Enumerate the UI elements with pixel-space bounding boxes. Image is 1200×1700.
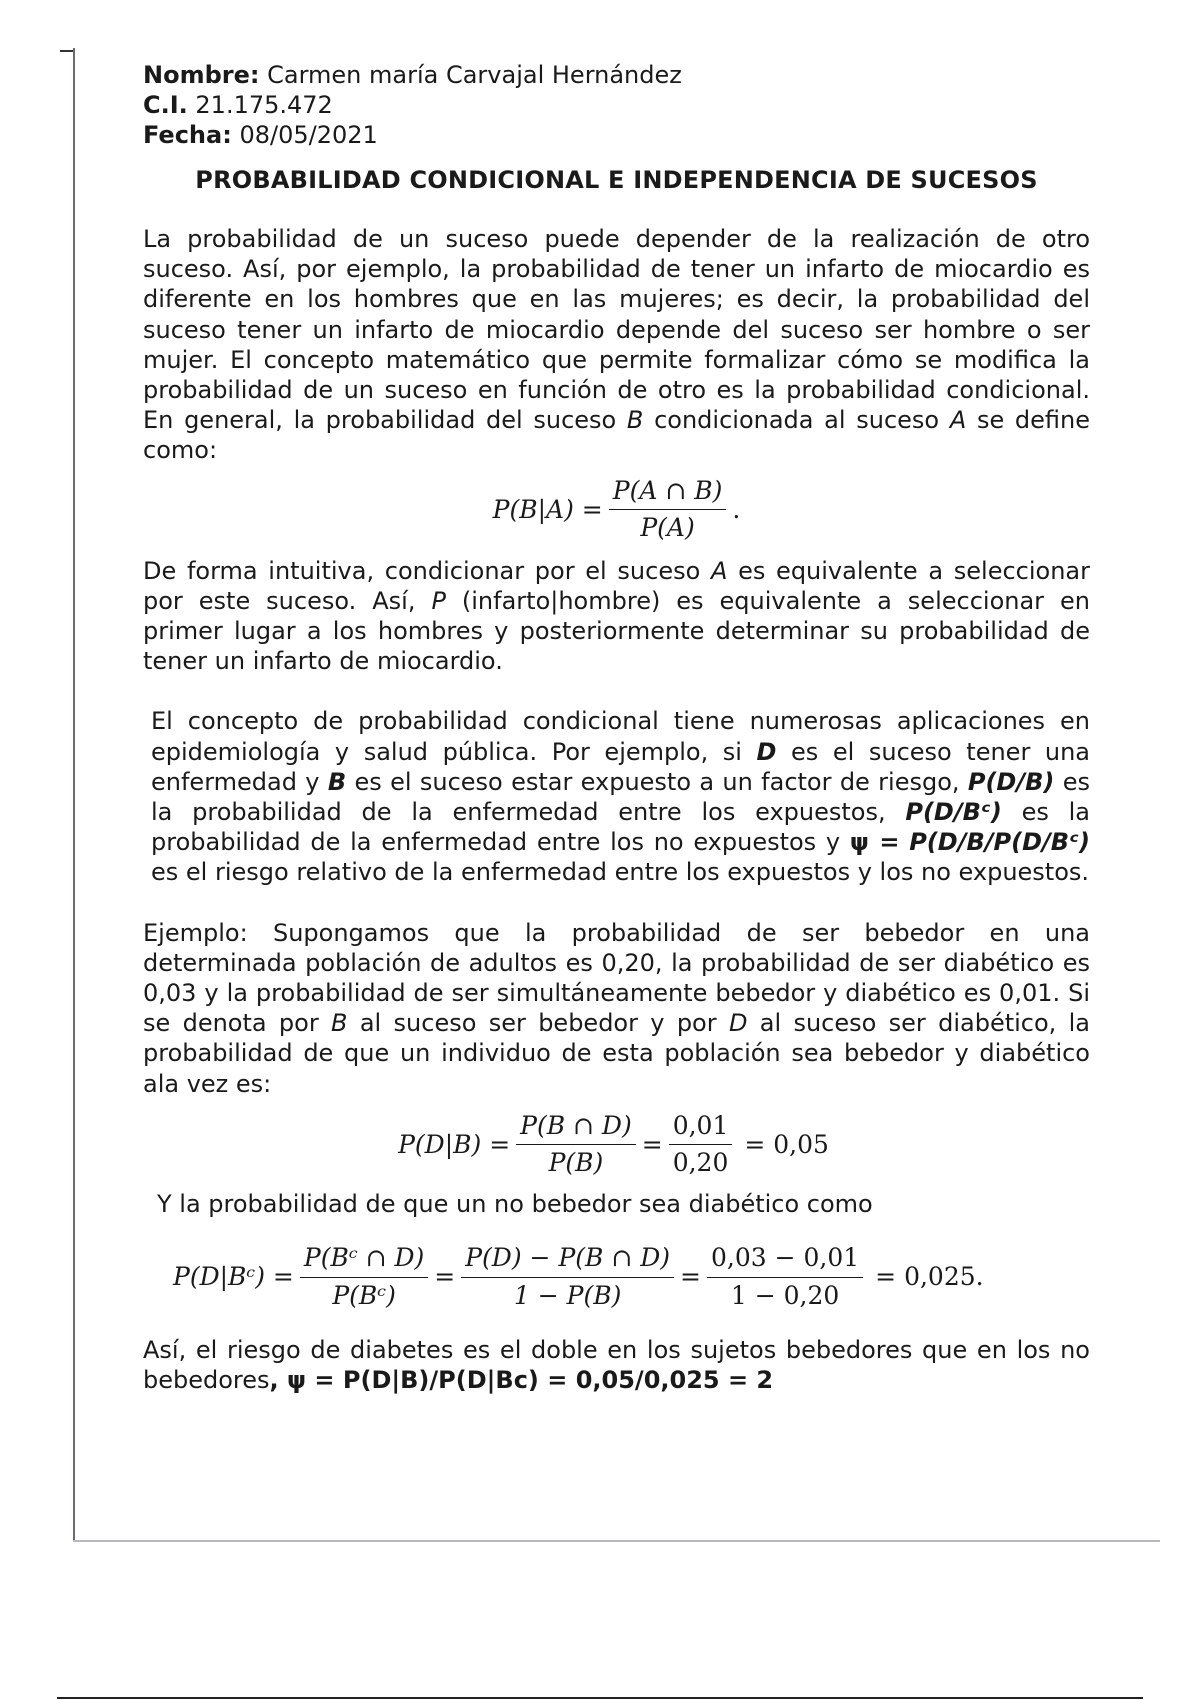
margin-tick (60, 50, 74, 52)
paragraph-intro: La probabilidad de un suceso puede depender de la realización de otro suceso. Así, por ejemplo, la probabilidad de tener un infarto de miocardio es diferente en los hombres que en las mujeres; es decir, la probabilidad del suceso tener un infarto de miocardio depende del suceso ser hombre o ser mujer. El concepto matemático que permite formalizar cómo se modifica la probabilidad de un suceso en función de otro es la probabilidad condicional. En general, la probabilidad del suceso B condicionada al suceso A se define como: (143, 225, 1091, 465)
student-id: C.I. 21.175.472 (143, 91, 333, 119)
page-title: PROBABILIDAD CONDICIONAL E INDEPENDENCIA DE SUCESOS (195, 166, 1038, 194)
eq2-fraction-1: $\frac{P(B \cap D)}{P(B)}$ (516, 1111, 636, 1178)
eq1-period: . (732, 494, 741, 524)
eq3-fraction-2: $\frac{P(D) - P(B \cap D)}{1 - P(B)}$ (461, 1243, 674, 1310)
eq2-fraction-2: $\frac{0,01}{0,20}$ (669, 1111, 733, 1178)
eq2-result: = 0,05 (744, 1129, 829, 1159)
eq1-numerator: P(A ∩ B) (609, 476, 727, 510)
eq2-lhs: P(D|B) = (398, 1129, 511, 1159)
eq3-fraction-1: $\frac{\text{P(Bᶜ ∩ D)}}{\text{P(Bᶜ)}}$ (300, 1243, 428, 1310)
document-date: Fecha: 08/05/2021 (143, 121, 378, 149)
document-body (143, 60, 1090, 1395)
paragraph-non-drinker: Y la probabilidad de que un no bebedor sea diabético como (157, 1189, 873, 1218)
eq3-lhs: P(D|Bᶜ) = (173, 1261, 294, 1291)
eq3-result: = 0,025. (875, 1261, 984, 1291)
student-name: Nombre: Carmen maría Carvajal Hernández (143, 61, 682, 89)
equation-non-drinker-diabetic: P(D|Bᶜ) = $\frac{\text{P(Bᶜ ∩ D)}}{\text{P(Bᶜ)}}$ = $\frac{P(D) - P(B \cap D)}{1 - P(B)}$ = $\frac{0,03 - 0,01}{1 - 0,20}$ = 0,025. (173, 1243, 984, 1310)
paragraph-conclusion: Así, el riesgo de diabetes es el doble en los sujetos bebedores que en los no bebedores, ψ = P(D|B)/P(D|Bc) = 0,05/0,025 = 2 (143, 1336, 1090, 1395)
paragraph-epidemiology: El concepto de probabilidad condicional tiene numerosas aplicaciones en epidemiología y salud pública. Por ejemplo, si D es el suceso tener una enfermedad y B es el suceso estar expuesto a un factor de riesgo, P(D/B) es la probabilidad de la enfermedad entre los expuestos, P(D/Bᶜ) es la probabilidad de la enfermedad entre los no expuestos y ψ = P(D/B/P(D/Bᶜ) es el riesgo relativo de la enfermedad entre los expuestos y los no expuestos. (151, 707, 1091, 887)
left-margin-line (73, 48, 75, 1541)
bottom-margin-line (73, 1540, 1160, 1542)
paragraph-intuition: De forma intuitiva, condicionar por el suceso A es equivalente a seleccionar por este suceso. Así, P (infarto|hombre) es equivalente a seleccionar en primer lugar a los hombres y posteriormente determinar su probabilidad de tener un infarto de miocardio. (143, 556, 1090, 676)
page-bottom-rule (57, 1697, 1143, 1699)
eq1-denominator: P(A) (640, 513, 695, 543)
paragraph-example: Ejemplo: Supongamos que la probabilidad de ser bebedor en una determinada población de adultos es 0,20, la probabilidad de ser diabético es 0,03 y la probabilidad de ser simultáneamente bebedor y diabético es 0,01. Si se denota por B al suceso ser bebedor y por D al suceso ser diabético, la probabilidad de que un individuo de esta población sea bebedor y diabético ala vez es: (143, 918, 1090, 1098)
eq1-lhs: P(B|A) = (492, 494, 603, 524)
eq1-fraction (609, 476, 727, 543)
equation-conditional-definition (143, 470, 1090, 550)
eq3-fraction-3: $\frac{0,03 - 0,01}{1 - 0,20}$ (707, 1243, 863, 1310)
equation-drinker-diabetic: P(D|B) = $\frac{P(B \cap D)}{P(B)}$ = $\frac{0,01}{0,20}$ = 0,05 (398, 1111, 829, 1178)
